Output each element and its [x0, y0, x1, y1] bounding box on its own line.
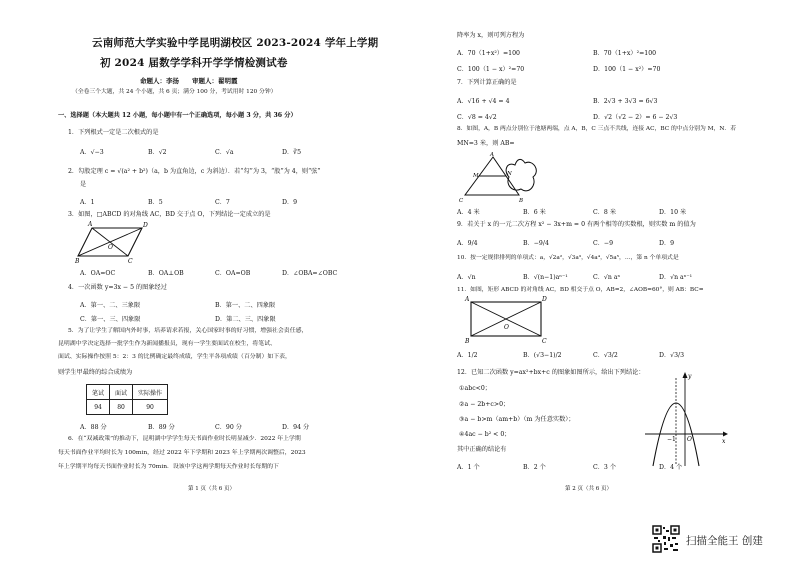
diagonal-bd [78, 228, 142, 256]
page-title-line2: 初 2024 届数学学科开学学情检测试卷 [100, 57, 288, 69]
right-page [397, 0, 794, 561]
x-axis-arrow [723, 432, 728, 437]
tick-label-neg1: −1 [667, 436, 676, 443]
q3-option-d: D．∠OBA=∠OBC [282, 270, 338, 277]
q1-stem: 1．下列根式一定是二次根式的是 [68, 129, 159, 136]
y-axis-arrow [683, 372, 688, 378]
q4-option-c: C．第一、三、四象限 [80, 316, 141, 323]
q4-option-d: D．第二、三、四象限 [215, 316, 276, 323]
q5-option-a: A．88 分 [80, 424, 107, 431]
q2-stem: 2．勾股定理 c = √(a² + b²)（a，b 为直角边，c 为斜边）．若“勾”为 3，“股”为 4，则“弦” [68, 168, 321, 175]
label-d: D [143, 222, 148, 229]
axis-label-x: x [722, 438, 726, 445]
q11-option-a: A．1/2 [457, 352, 478, 359]
q5-score-table [86, 384, 168, 415]
q8-option-d: D．10 米 [659, 209, 687, 216]
exam-info: （全卷三个大题，共 24 个小题，共 6 页；满分 100 分，考试用时 120 分钟） [72, 89, 277, 95]
q8-option-c: C．8 米 [593, 209, 617, 216]
q2-option-b: B．5 [148, 199, 163, 206]
q5-line4: 则学生甲最终的综合成绩为 [58, 369, 133, 376]
q7-option-b: B．2√3 + 3√3 = 6√3 [593, 98, 658, 105]
table-cell: 90 [133, 400, 168, 415]
q12-ask: 其中正确的结论有 [457, 446, 507, 453]
label-o: O [108, 244, 113, 251]
label-c: C [459, 198, 464, 204]
q2-stem-cont: 是 [80, 181, 87, 188]
q4-option-a: A．第一、二、三象限 [80, 302, 141, 309]
q11-stem: 11．如图，矩形 ABCD 的对角线 AC，BD 相交于点 O，AB=2，∠AOB=60°，则 AB：BC= [457, 287, 704, 293]
q8-line1: 8．如图，A，B 两点分别位于池塘两端，点 A，B，C 三点不共线，连接 AC，BC 的中点分别为 M，N．若 [457, 126, 736, 132]
label-c: C [542, 338, 547, 345]
label-b: B [465, 338, 470, 345]
q3-option-c: C．OA=OB [215, 270, 251, 277]
q10-stem: 10．按一定规律排列的单项式：a，√2a²，√3a³，√4a⁴，√5a⁵，…，第 n 个单项式是 [457, 255, 679, 261]
label-d: D [542, 296, 547, 303]
q12-item-3: ③a − b>m（am+b）（m 为任意实数）； [459, 416, 575, 423]
authors-line: 命题人：李扬 审题人：翟明霞 [140, 77, 238, 85]
q2-option-a: A．1 [80, 199, 95, 206]
q5-option-b: B．89 分 [148, 424, 175, 431]
q12-parabola-graph [643, 370, 729, 468]
q12-item-4: ④4ac − b² < 0； [459, 431, 511, 438]
q6-continued: 降率为 x，则可列方程为 [457, 32, 525, 39]
q12-stem: 12．已知二次函数 y=ax²+bx+c 的图象如图所示，给出下列结论： [457, 369, 645, 376]
q11-rectangle-figure [467, 298, 547, 344]
origin-label: O [687, 436, 692, 443]
q6-option-b: B．70（1+x）²=100 [593, 50, 657, 57]
q4-option-b: B．第一、二、四象限 [215, 302, 276, 309]
page-title-line1: 云南师范大学实验中学昆明湖校区 2023-2024 学年上学期 [92, 37, 379, 49]
table-header: 笔试 [87, 385, 110, 400]
q6-line3: 年上学期平均每天书面作业时长为 70min．设该中学这两学期每天作业时长每期的下 [58, 464, 279, 470]
page-footer: 第 1 页（共 6 页） [188, 486, 235, 492]
label-o: O [504, 324, 509, 331]
q7-option-c: C．√8 = 4√2 [457, 114, 497, 121]
q3-stem: 3．如图，□ABCD 的对角线 AC，BD 交于点 O，下列结论一定成立的是 [68, 211, 271, 218]
q3-parallelogram-figure [75, 221, 148, 265]
axis-label-y: y [688, 373, 692, 380]
q5-option-c: C．90 分 [215, 424, 242, 431]
q5-option-d: D．94 分 [282, 424, 310, 431]
q5-line3: 面试、实际操作按照 5：2：3 的比例确定最终成绩，学生平各项成绩（百分制）如下表， [58, 354, 291, 360]
q8-pond-figure [459, 152, 545, 205]
q12-option-d: D．4 个 [659, 464, 683, 471]
q6-line1: 6．在“双减政策”的推动下，昆明湖中学学生每天书面作业时长明显减少．2022 年上学期 [68, 436, 301, 442]
label-a: A [465, 296, 470, 303]
q10-option-a: A．√n [457, 274, 476, 281]
q4-stem: 4．一次函数 y=3x − 5 的图象经过 [68, 284, 167, 291]
q12-option-b: B．2 个 [523, 464, 546, 471]
q3-option-b: B．OA⊥OB [148, 270, 184, 277]
label-b: B [75, 258, 80, 265]
label-b: B [519, 198, 524, 204]
q9-stem: 9．若关于 x 的一元二次方程 x² − 3x+m = 0 有两个相等的实数根，则实数 m 的值为 [457, 221, 696, 228]
table-cell: 80 [110, 400, 133, 415]
q6-option-c: C．100（1 − x）²=70 [457, 66, 525, 73]
q11-option-c: C．√3/2 [593, 352, 618, 359]
table-header: 实际操作 [133, 385, 168, 400]
q11-option-d: D．√3/3 [659, 352, 685, 359]
label-a: A [490, 152, 494, 158]
q7-option-d: D．√2（√2 − 2）= 6 − 2√3 [593, 114, 678, 121]
q10-option-b: B．√(n−1)aⁿ⁻¹ [523, 274, 568, 281]
q8-line2: MN=3 米，则 AB= [457, 140, 515, 147]
q8-option-a: A．4 米 [457, 209, 480, 216]
section-heading: 一、选择题（本大题共 12 小题，每小题中有一个正确选项，每小题 3 分，共 36 分） [58, 112, 297, 119]
q1-option-b: B．√2 [148, 149, 167, 156]
label-m: M [473, 173, 479, 179]
q2-option-d: D．9 [282, 199, 298, 206]
q6-line2: 每天书面作业平均时长为 100min，经过 2022 年下学期和 2023 年上学期两次调整后，2023 [58, 450, 306, 456]
q5-line1: 5．为了让学生了解国内外时事，培养请求若报，关心国家时事的好习惯，增强社会责任感， [68, 328, 308, 334]
q6-option-d: D．100（1 − x²）=70 [593, 66, 661, 73]
q3-option-a: A．OA=OC [80, 270, 116, 277]
q12-item-2: ②a − 2b+c>0； [459, 401, 510, 408]
table-header: 面试 [110, 385, 133, 400]
q5-line2: 昆明湖中学决定选择一批学生作为新闻播报员，现有一学生要面试在校生，将笔试、 [58, 341, 276, 347]
q11-option-b: B．(√3−1)/2 [523, 352, 562, 359]
q9-option-c: C．−9 [593, 240, 614, 247]
label-c: C [128, 258, 133, 265]
q10-option-d: D．√n aⁿ⁻¹ [659, 274, 693, 281]
q8-option-b: B．6 米 [523, 209, 546, 216]
q10-option-c: C．√n aⁿ [593, 274, 621, 281]
q12-option-c: C．3 个 [593, 464, 617, 471]
label-n: N [507, 171, 512, 177]
q2-option-c: C．7 [215, 199, 230, 206]
label-a: A [88, 221, 93, 228]
qr-code-icon [652, 525, 680, 553]
q7-option-a: A．√16 + √4 = 4 [457, 98, 510, 105]
q1-option-a: A．√−3 [80, 149, 104, 156]
q1-option-d: D．∛5 [282, 149, 302, 156]
q12-item-1: ①abc<0； [459, 385, 491, 392]
q1-option-c: C．√a [215, 149, 234, 156]
table-cell: 94 [87, 400, 110, 415]
q7-stem: 7．下列计算正确的是 [457, 79, 517, 86]
q12-option-a: A．1 个 [457, 464, 480, 471]
q9-option-b: B．−9/4 [523, 240, 549, 247]
q6-option-a: A．70（1+x²）=100 [457, 50, 520, 57]
q9-option-a: A．9/4 [457, 240, 478, 247]
watermark-text: 扫描全能王 创建 [686, 535, 763, 547]
q9-option-d: D．9 [659, 240, 675, 247]
page-footer: 第 2 页（共 6 页） [565, 486, 612, 492]
